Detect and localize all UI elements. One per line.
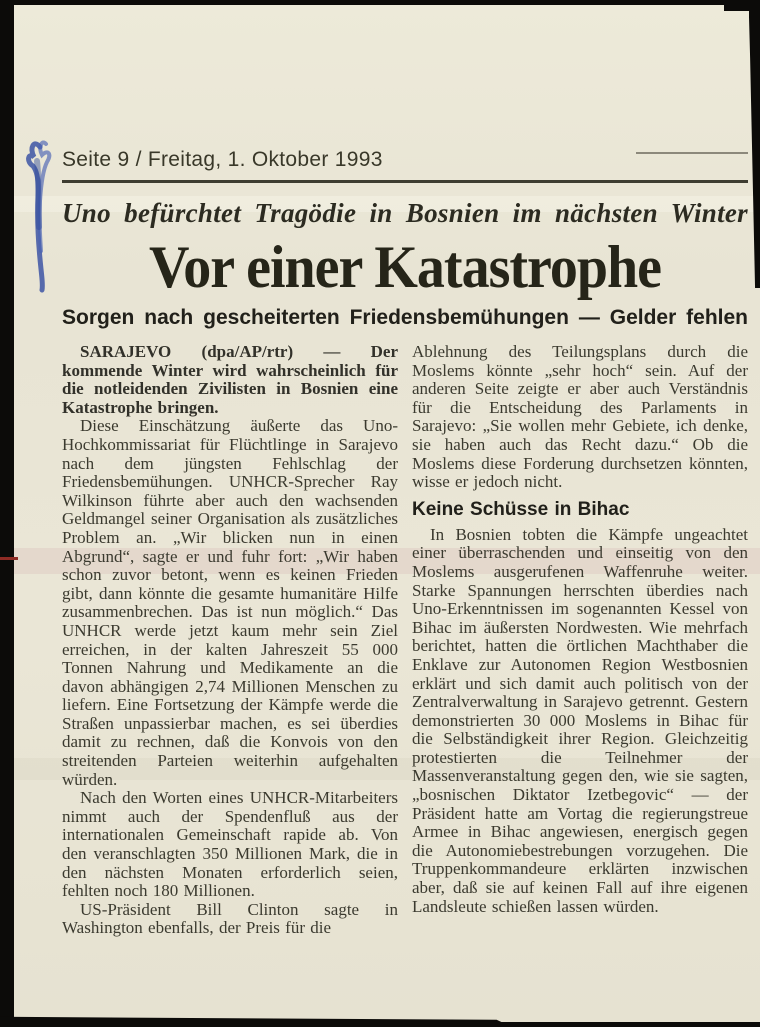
pen-scribble-icon xyxy=(25,139,59,295)
scan-edge-left xyxy=(0,0,14,1027)
kicker: Uno befürchtet Tragödie in Bosnien im nächsten Winter xyxy=(62,198,748,228)
article xyxy=(62,148,748,938)
paragraph: Nach den Worten eines UNHCR-Mitarbeiters nimmt auch der Spendenfluß aus der internationalen Gemeinschaft rapide ab. Von den veranschlagten 350 Millionen Mark, die in den nächsten Monaten erforderlich seien, fehlten noch 180 Millionen. xyxy=(62,788,398,901)
page-header xyxy=(62,148,748,172)
page-info-text: Seite 9 / Freitag, 1. Oktober 1993 xyxy=(62,148,383,171)
paragraph: In Bosnien tobten die Kämpfe ungeachtet einer überraschenden und einseitig von den Moslems ausgerufenen Waffenruhe weiter. Starke Spannungen herrschten überdies nach Uno-Erkenntnissen im sogenannten Kessel von Bihac im äußersten Nordwesten. Wie mehrfach berichtet, hatten die örtlichen Machthaber die Enklave zur Autonomen Region Westbosnien erklärt und sich damit auch politisch von der Zentralverwaltung in Sarajevo getrennt. Gestern demonstrierten 30 000 Moslems in Bihac für die Selbständigkeit ihrer Region. Gleichzeitig protestierten die Teilnehmer der Massenveranstaltung gegen den, wie sie sagten, „bosnischen Diktator Izetbegovic“ — der Präsident hatte am Vortag die regierungstreue Armee in Bihac angewiesen, energisch gegen die Autonomiebestrebungen vorzugehen. Die Truppenkommandeure erklärten inzwischen aber, daß sie auf keinen Fall auf ihre eigenen Landsleute schießen lassen würden. xyxy=(412,524,748,916)
crosshead: Keine Schüsse in Bihac xyxy=(412,498,630,520)
lead-paragraph: SARAJEVO (dpa/AP/rtr) — Der kommende Winter wird wahrscheinlich für die notleidenden Zivilisten in Bosnien eine Katastrophe bringen. xyxy=(62,342,398,417)
scan-edge-bottom-thin xyxy=(500,1022,760,1027)
paragraph: Ablehnung des Teilungsplans durch die Moslems könnte „sehr hoch“ sein. Auf der anderen Seite zeigte er aber auch Verständnis für die Entscheidung des Parlaments in Sarajevo: „Sie wollen mehr Gebiete, ich denke, sie haben auch das Recht dazu.“ Ob die Moslems diese Forderung durchsetzen könnten, wisse er jedoch nicht. xyxy=(412,342,748,492)
scan-edge-top xyxy=(0,0,760,5)
red-scan-line xyxy=(0,557,18,560)
paragraph: Diese Einschätzung äußerte das Uno-Hochkommissariat für Flüchtlinge in Sarajevo nach dem jüngsten Fehlschlag der Friedensbemühungen. UNHCR-Sprecher Ray Wilkinson führte aber auch den wachsenden Geldmangel seiner Organisation als zusätzliches Problem an. „Wir blicken nun in einen Abgrund“, sagte er und fuhr fort: „Wir haben schon zuvor betont, wenn es keinen Frieden gibt, dann könnte die gesamte humanitäre Hilfe zusammenbrechen. Das ist nun möglich.“ Das UNHCR werde jetzt kaum mehr sein Ziel erreichen, in der kalten Jahreszeit 55 000 Tonnen Nahrung und Medikamente an die davon abhängigen 2,74 Millionen Menschen zu liefern. Eine Fortsetzung der Kämpfe werde die Straßen unpassierbar machen, es sei überdies damit zu rechnen, daß die Konvois von den streitenden Parteien weiterhin aufgehalten würden. xyxy=(62,416,398,789)
scan-edge-bottom xyxy=(0,1015,512,1027)
column-left xyxy=(62,343,398,938)
paragraph: US-Präsident Bill Clinton sagte in Washington ebenfalls, der Preis für die xyxy=(62,899,398,938)
header-rule xyxy=(62,180,748,183)
subhead: Sorgen nach gescheiterten Friedensbemühungen — Gelder fehlen xyxy=(62,306,748,329)
column-right xyxy=(412,343,748,938)
headline: Vor einer Katastrophe xyxy=(148,233,662,301)
article-body xyxy=(62,343,748,938)
scan-edge-right xyxy=(749,0,760,288)
